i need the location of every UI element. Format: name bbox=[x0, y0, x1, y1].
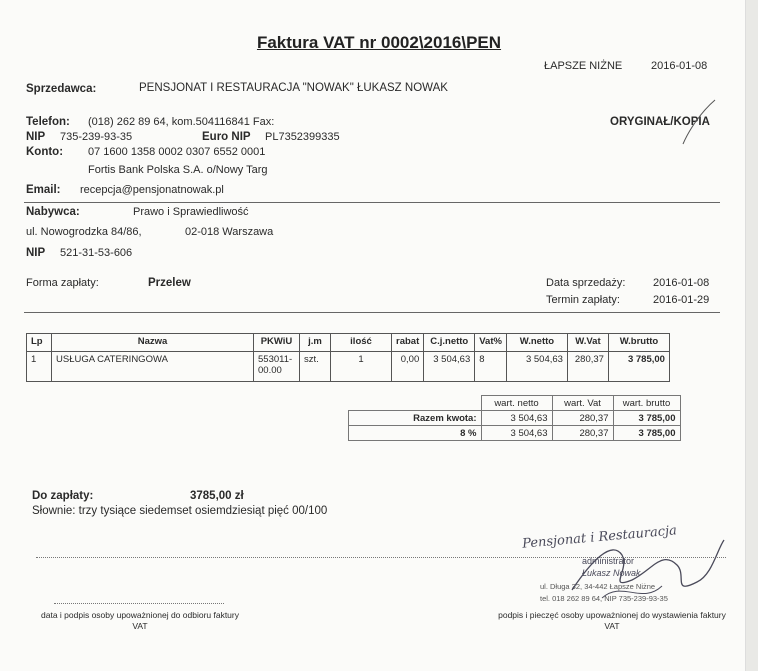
col-header-lp: Lp bbox=[27, 334, 52, 352]
summary-header-vat: wart. Vat bbox=[552, 396, 613, 411]
cell-vat: 280,37 bbox=[567, 352, 608, 382]
summary-total-gross: 3 785,00 bbox=[613, 411, 680, 426]
stamp-line-5: tel. 018 262 89 64, NIP 735-239-93-35 bbox=[540, 594, 668, 603]
summary-rate-row bbox=[349, 426, 681, 441]
seller-label: Sprzedawca: bbox=[26, 83, 97, 95]
invoice-place: ŁAPSZE NIŻNE bbox=[544, 60, 623, 72]
divider bbox=[24, 202, 720, 203]
handwritten-signature-icon bbox=[512, 520, 732, 620]
buyer-street: ul. Nowogrodzka 84/86, bbox=[26, 226, 142, 238]
cell-discount: 0,00 bbox=[392, 352, 424, 382]
due-date-value: 2016-01-29 bbox=[653, 294, 710, 306]
email-label: Email: bbox=[26, 184, 61, 196]
col-header-net: W.netto bbox=[506, 334, 567, 352]
col-header-unit-net: C.j.netto bbox=[424, 334, 475, 352]
stamp-line-4: ul. Długa 32, 34-442 Łapsze Niżne bbox=[540, 582, 656, 591]
cell-vat-rate: 8 bbox=[475, 352, 507, 382]
items-table bbox=[26, 333, 670, 382]
phone-label: Telefon: bbox=[26, 116, 70, 128]
summary-header-row bbox=[349, 396, 681, 411]
left-signature-line bbox=[54, 603, 224, 604]
col-header-vat-rate: Vat% bbox=[475, 334, 507, 352]
phone-value: (018) 262 89 64, kom.504116841 Fax: bbox=[88, 116, 275, 128]
copy-strike-icon bbox=[675, 96, 720, 146]
col-header-gross: W.brutto bbox=[608, 334, 669, 352]
company-stamp bbox=[512, 520, 732, 640]
col-header-unit: j.m bbox=[300, 334, 331, 352]
summary-total-label: Razem kwota: bbox=[349, 411, 482, 426]
due-date-label: Termin zapłaty: bbox=[546, 294, 620, 306]
page-edge-strip bbox=[745, 0, 758, 671]
account-value: 07 1600 1358 0002 0307 6552 0001 bbox=[88, 146, 266, 158]
sale-date-label: Data sprzedaży: bbox=[546, 277, 626, 289]
left-signature-caption: data i podpis osoby upoważnionej do odbioru faktury VAT bbox=[41, 610, 239, 631]
summary-rate-label: 8 % bbox=[349, 426, 482, 441]
copy-label: ORYGINAŁ/KOPIA bbox=[610, 116, 710, 128]
cell-gross: 3 785,00 bbox=[608, 352, 669, 382]
summary-total-vat: 280,37 bbox=[552, 411, 613, 426]
email-value: recepcja@pensjonatnowak.pl bbox=[80, 184, 224, 196]
col-header-qty: ilość bbox=[331, 334, 392, 352]
buyer-nip-value: 521-31-53-606 bbox=[60, 247, 133, 259]
amount-due-value: 3785,00 zł bbox=[190, 490, 244, 502]
cell-net: 3 504,63 bbox=[506, 352, 567, 382]
amount-due-label: Do zapłaty: bbox=[32, 490, 94, 502]
summary-total-row bbox=[349, 411, 681, 426]
cell-lp: 1 bbox=[27, 352, 52, 382]
euro-nip-value: PL7352399335 bbox=[265, 131, 340, 143]
euro-nip-label: Euro NIP bbox=[202, 131, 251, 143]
stamp-line-1: Pensjonat i Restauracja bbox=[521, 523, 678, 552]
table-row bbox=[27, 352, 670, 382]
table-header-row bbox=[27, 334, 670, 352]
col-header-name: Nazwa bbox=[52, 334, 254, 352]
bank-name: Fortis Bank Polska S.A. o/Nowy Targ bbox=[88, 164, 268, 176]
payment-form-value: Przelew bbox=[148, 277, 191, 289]
nip-value: 735-239-93-35 bbox=[60, 131, 133, 143]
summary-rate-net: 3 504,63 bbox=[481, 426, 552, 441]
invoice-title: Faktura VAT nr 0002\2016\PEN bbox=[256, 33, 502, 52]
cell-unit: szt. bbox=[300, 352, 331, 382]
stamp-line-3: Łukasz Nowak bbox=[582, 568, 641, 578]
summary-rate-gross: 3 785,00 bbox=[613, 426, 680, 441]
summary-header-gross: wart. brutto bbox=[613, 396, 680, 411]
nip-label: NIP bbox=[26, 131, 46, 143]
cell-qty: 1 bbox=[331, 352, 392, 382]
summary-total-net: 3 504,63 bbox=[481, 411, 552, 426]
account-label: Konto: bbox=[26, 146, 64, 158]
buyer-name: Prawo i Sprawiedliwość bbox=[133, 206, 249, 218]
buyer-label: Nabywca: bbox=[26, 206, 80, 218]
invoice-date: 2016-01-08 bbox=[651, 60, 708, 72]
summary-header-net: wart. netto bbox=[481, 396, 552, 411]
right-signature-caption: podpis i pieczęć osoby upoważnionej do wystawienia faktury VAT bbox=[498, 610, 726, 631]
seller-name: PENSJONAT I RESTAURACJA "NOWAK" ŁUKASZ NOWAK bbox=[139, 82, 448, 94]
col-header-discount: rabat bbox=[392, 334, 424, 352]
col-header-vat: W.Vat bbox=[567, 334, 608, 352]
payment-form-label: Forma zapłaty: bbox=[26, 277, 99, 289]
sale-date-value: 2016-01-08 bbox=[653, 277, 710, 289]
buyer-city: 02-018 Warszawa bbox=[185, 226, 274, 238]
col-header-pkwiu: PKWiU bbox=[254, 334, 300, 352]
cell-name: USŁUGA CATERINGOWA bbox=[52, 352, 254, 382]
buyer-nip-label: NIP bbox=[26, 247, 46, 259]
summary-rate-vat: 280,37 bbox=[552, 426, 613, 441]
summary-table bbox=[348, 395, 681, 441]
divider bbox=[24, 312, 720, 313]
cell-pkwiu: 553011-00.00 bbox=[254, 352, 300, 382]
cell-unit-net: 3 504,63 bbox=[424, 352, 475, 382]
stamp-line-2: administrator bbox=[582, 556, 635, 566]
amount-in-words: Słownie: trzy tysiące siedemset osiemdziesiąt pięć 00/100 bbox=[32, 505, 328, 517]
